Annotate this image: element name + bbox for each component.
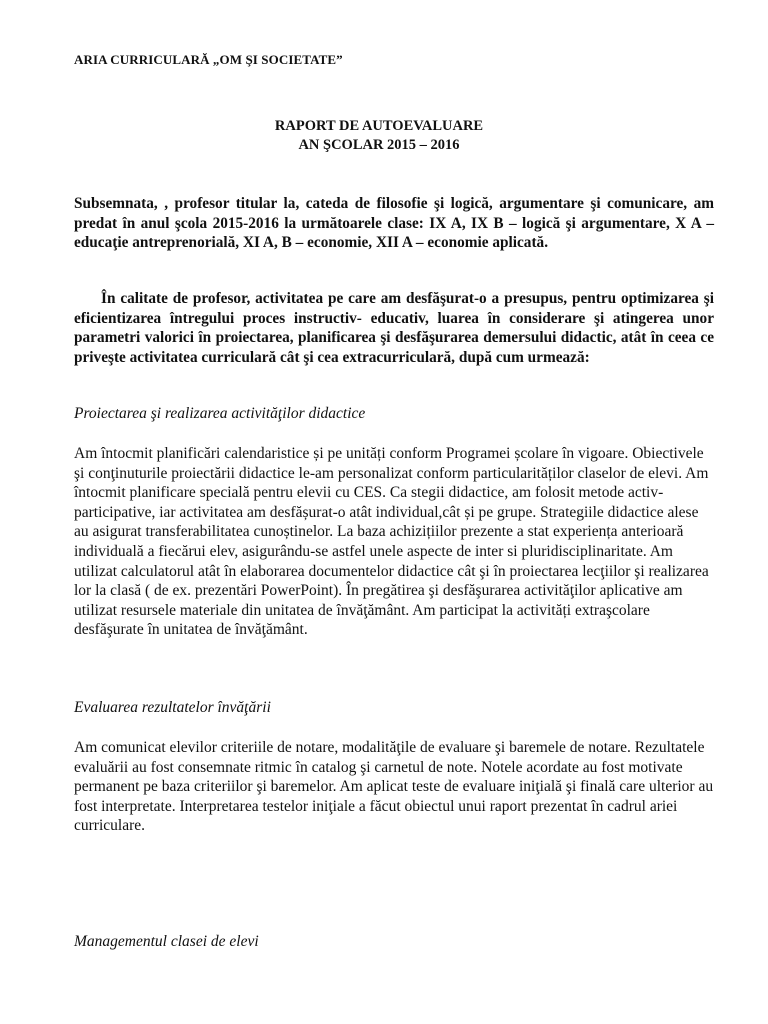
school-year-title: AN ŞCOLAR 2015 – 2016 (298, 137, 460, 153)
section-body-evaluation: Am comunicat elevilor criteriile de notare, modalităţile de evaluare şi baremele de notare. Rezultatele evaluării au fost consemnate ritmic în catalog şi carnetul de note. Notele acordate au fost motivate permanent pe baza criteriilor şi baremelor. Am aplicat teste de evaluare iniţială şi finală care ulterior au fost interpretate. Interpretarea testelor iniţiale a făcut obiectul unui raport prezentat în cadrul ariei curriculare. (74, 739, 714, 835)
section-body-planning: Am întocmit planificări calendaristice și pe unități conform Programei școlare în vigoare. Obiectivele şi conţinuturile proiectării didactice le-am personalizat conform particularităților claselor de elevi. Am întocmit planificare specială pentru elevii cu CES. Ca stegii didactice, am folosit metode activ-participative, iar activitatea am desfășurat-o atât individual,cât și pe grupe. Strategiile didactice alese au asigurat transferabilitatea cunoștinelor. La baza achizițiilor prezente a stat experiența anterioară individuală a fiecărui elev, asigurându-se astfel unele aspecte de inter si pluridisciplinaritate. Am utilizat calculatorul atât în elaborarea documentelor didactice cât şi în proiectarea lecţiilor şi realizarea lor la clasă ( de ex. prezentări PowerPoint). În pregătirea şi desfăşurarea activităţilor aplicative am utilizat resursele materiale din unitatea de învăţământ. Am participat la activități extraşcolare desfăşurate în unitatea de învăţământ. (74, 445, 709, 639)
section-heading-class-management: Managementul clasei de elevi (74, 933, 259, 950)
report-title: RAPORT DE AUTOEVALUARE (274, 118, 484, 134)
curricular-area-header: ARIA CURRICULARĂ „OM ŞI SOCIETATE” (74, 52, 343, 67)
role-paragraph: În calitate de profesor, activitatea pe care am desfăşurat-o a presupus, pentru optimizarea şi eficientizarea întregului proces instructiv- educativ, luarea în considerare şi atingerea unor parametri valorici în proiectarea, planificarea şi desfăşurarea demersului didactic, atât în ceea ce priveşte activitatea curriculară cât şi cea extracurriculară, după cum urmează: (74, 290, 714, 366)
intro-paragraph: Subsemnata, , profesor titular la, cateda de filosofie şi logică, argumentare şi comunicare, am predat în anul şcola 2015-2016 la următoarele clase: IX A, IX B – logică şi argumentare, X A – educaţie antreprenorială, XI A, B – economie, XII A – economie aplicată. (74, 195, 714, 252)
section-heading-evaluation: Evaluarea rezultatelor învăţării (74, 699, 271, 716)
section-heading-planning: Proiectarea şi realizarea activităţilor didactice (74, 405, 366, 422)
